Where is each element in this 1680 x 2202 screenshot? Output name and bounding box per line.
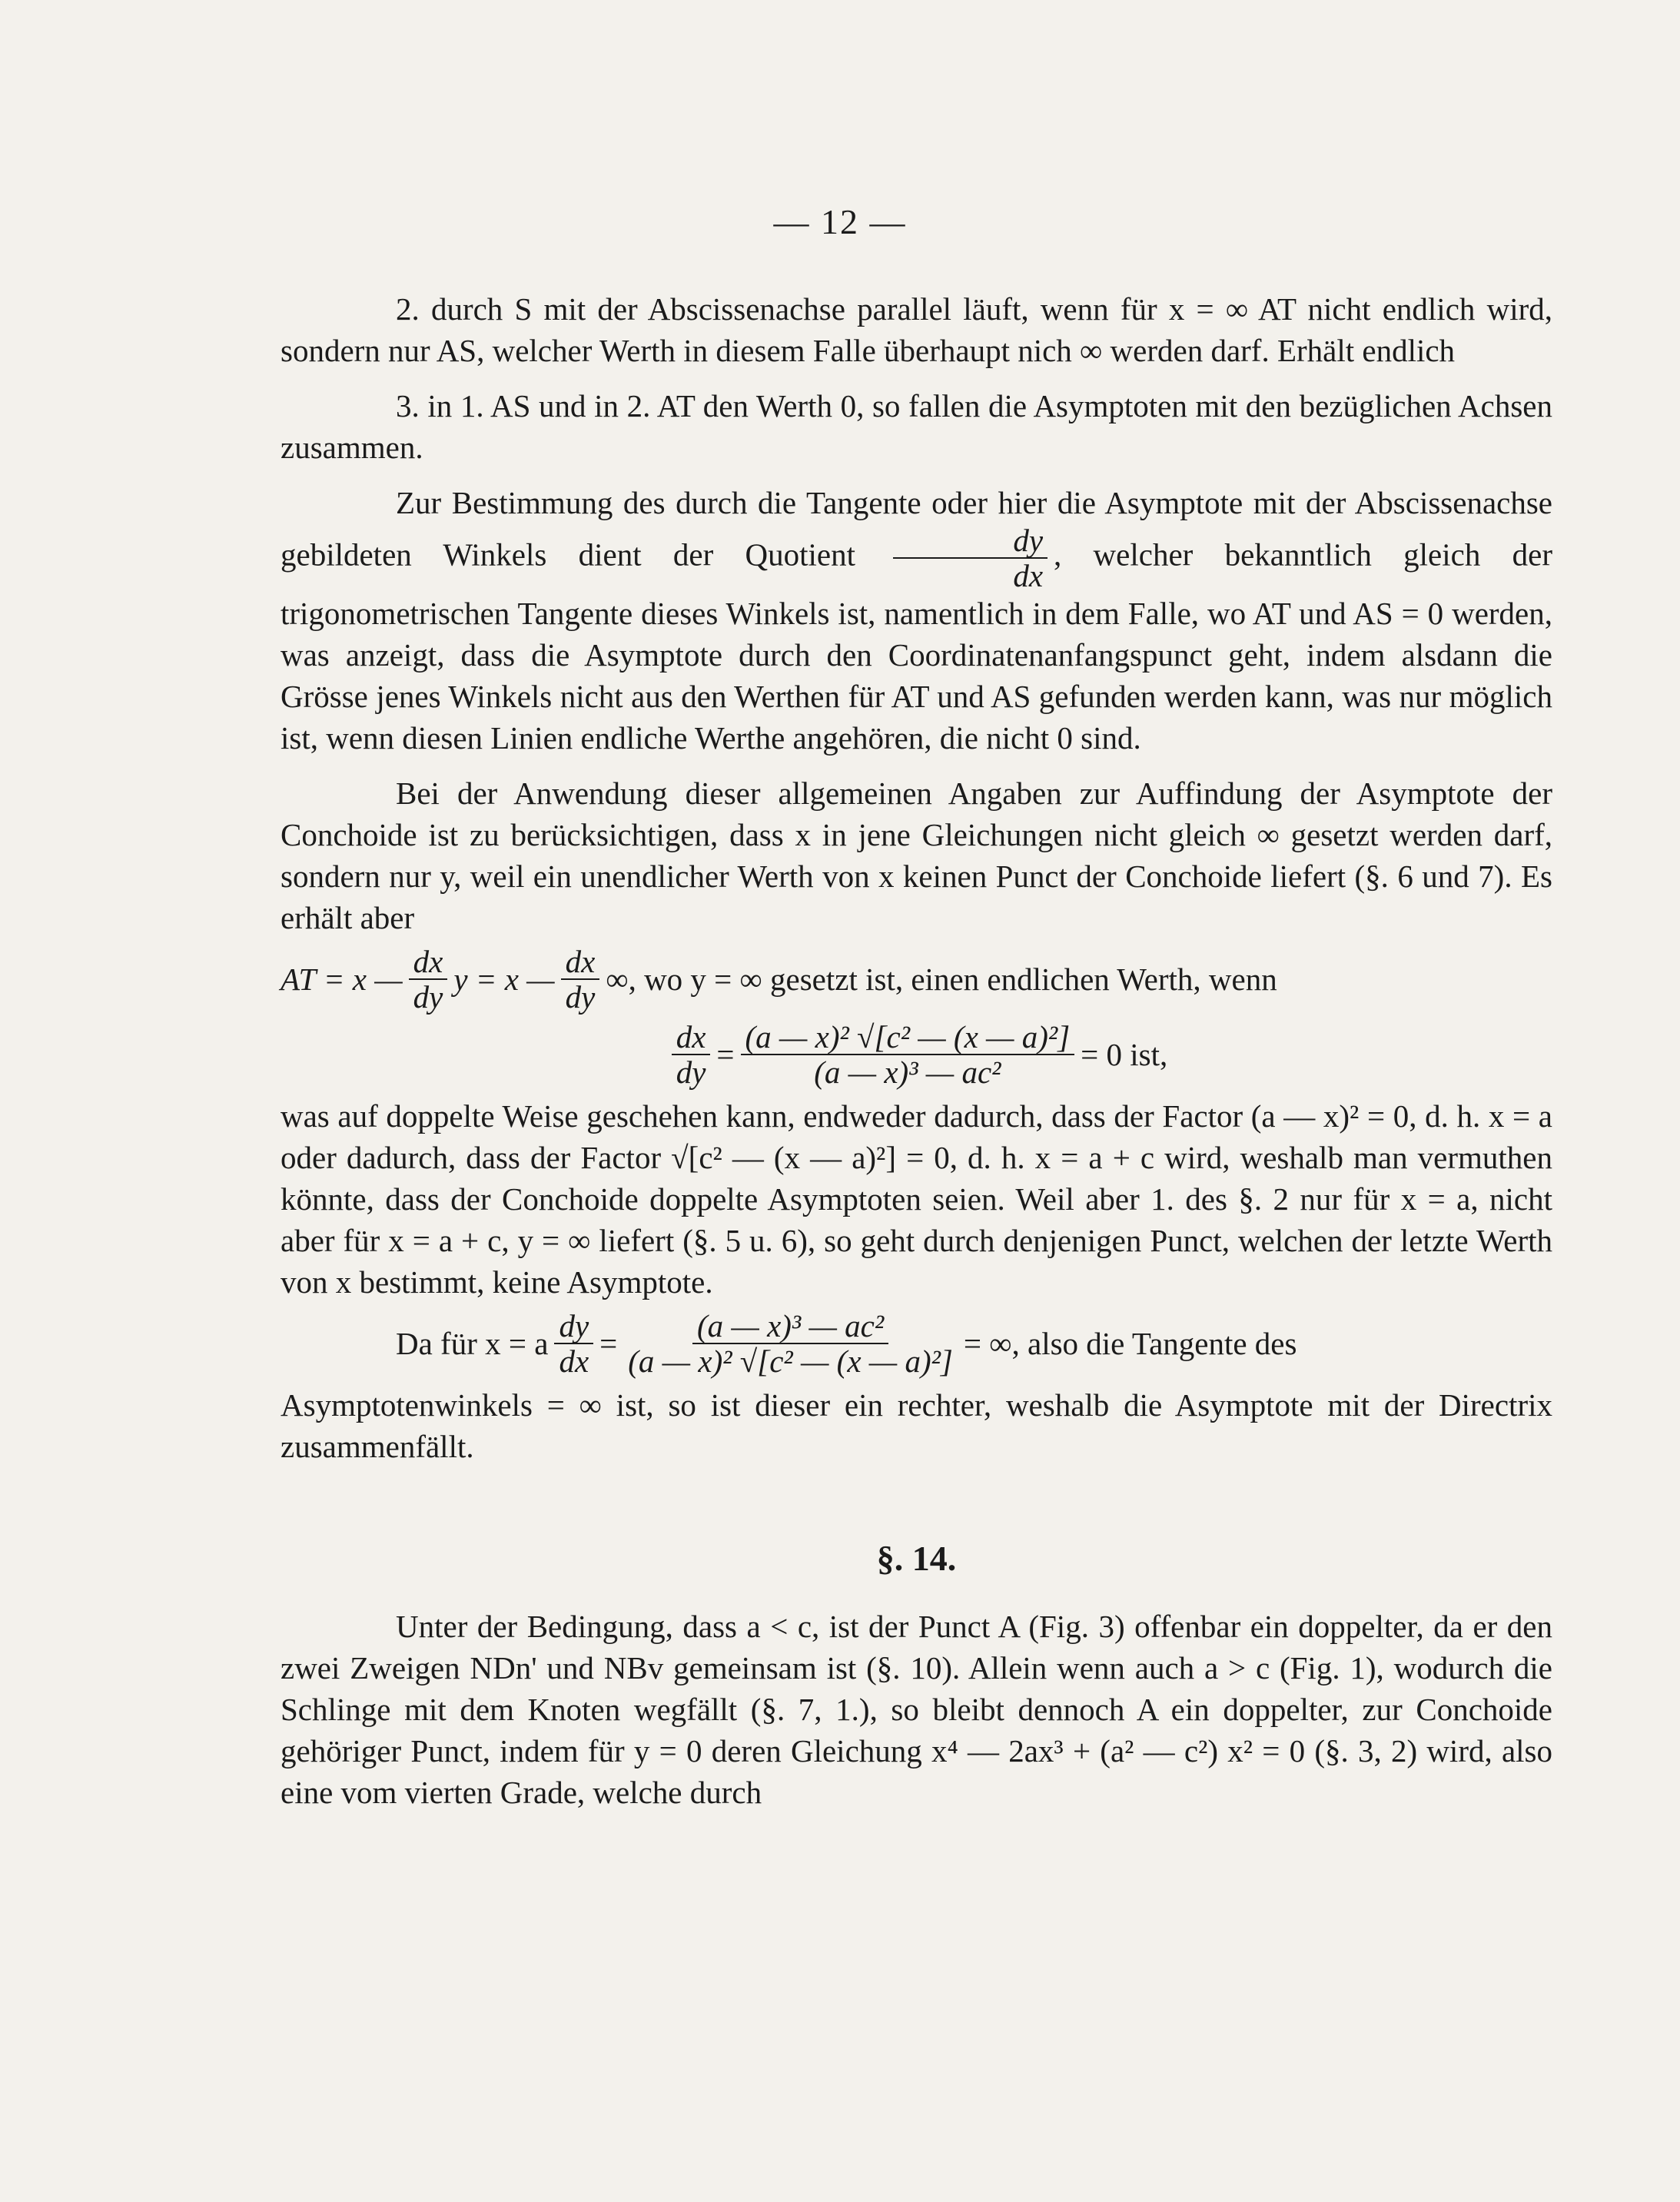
text-segment: Zur Bestimmung des durch die Tangente oder hier die Asymptote mit der Abscissenachse gebildeten Winkels dient der Quotient bbox=[281, 485, 1552, 573]
fraction-numerator: (a — x)² √[c² — (x — a)²] bbox=[741, 1020, 1075, 1055]
fraction-denominator: dy bbox=[565, 979, 596, 1015]
section-heading: §. 14. bbox=[876, 1539, 957, 1578]
equation-text: AT = x — bbox=[281, 962, 403, 997]
fraction-numerator: dx bbox=[672, 1020, 711, 1055]
equals-sign: = bbox=[599, 1326, 618, 1361]
fraction-denominator: dx bbox=[559, 1343, 589, 1379]
equation-tangent bbox=[281, 1309, 1552, 1378]
fraction-expression bbox=[623, 1309, 958, 1378]
fraction-expression bbox=[741, 1020, 1075, 1089]
equals-sign: = bbox=[716, 1037, 735, 1072]
fraction-numerator: dy bbox=[893, 523, 1048, 559]
paragraph-tangent-quotient bbox=[281, 482, 1552, 759]
equation-at bbox=[281, 945, 1552, 1014]
fraction-denominator: dy bbox=[676, 1055, 706, 1090]
paragraph-double-asymptote: was auf doppelte Weise geschehen kann, endweder dadurch, dass der Factor (a — x)² = 0, d. h. x = a oder dadurch, dass der Factor √[c² — (x — a)²] = 0, d. h. x = a + c wird, weshalb man vermuthen könnte, dass der Conchoide doppelte Asymptoten seien. Weil aber 1. des §. 2 nur für x = a, nicht aber für x = a + c, y = ∞ liefert (§. 5 u. 6), so geht durch denjenigen Punct, welchen der letzte Werth von x bestimmt, keine Asymptote. bbox=[281, 1098, 1552, 1300]
fraction-denominator: dx bbox=[1013, 558, 1044, 593]
page-number: — 12 — bbox=[773, 202, 907, 241]
equation-dx-dy bbox=[281, 1020, 1552, 1089]
equation-text: Da für x = a bbox=[396, 1326, 549, 1361]
fraction-numerator: dy bbox=[554, 1309, 593, 1344]
fraction-dx-dy bbox=[561, 945, 600, 1014]
fraction-dy-dx bbox=[893, 523, 1048, 593]
fraction-dx-dy bbox=[409, 945, 448, 1014]
equation-text: y = x — bbox=[453, 962, 555, 997]
fraction-numerator: dx bbox=[409, 945, 448, 980]
equation-text: ∞, wo y = ∞ gesetzt ist, einen endlichen Werth, wenn bbox=[606, 962, 1277, 997]
text-segment: , welcher bekanntlich gleich der trigonometrischen Tangente dieses Winkels ist, namentlich in dem Falle, wo AT und AS = 0 werden, was anzeigt, dass die Asymptote durch den Coordinatenanfangspunct geht, indem alsdann die Grösse jenes Winkels nicht aus den Werthen für AT und AS gefunden werden kann, was nur möglich ist, wenn diesen Linien endliche Werthe angehören, die nicht 0 sind. bbox=[281, 536, 1552, 756]
fraction-denominator: (a — x)³ — ac² bbox=[814, 1055, 1001, 1090]
equation-text: = 0 ist, bbox=[1081, 1037, 1168, 1072]
paragraph-item-2: 2. durch S mit der Abscissenachse parallel läuft, wenn für x = ∞ AT nicht endlich wird, sondern nur AS, welcher Werth in diesem Falle überhaupt nich ∞ werden darf. Erhält endlich bbox=[281, 291, 1552, 368]
fraction-dx-dy bbox=[672, 1020, 711, 1089]
fraction-denominator: (a — x)² √[c² — (x — a)²] bbox=[628, 1343, 953, 1379]
equation-text: = ∞, also die Tangente des bbox=[963, 1326, 1297, 1361]
paragraph-conchoide-asymptote: Bei der Anwendung dieser allgemeinen Angaben zur Auffindung der Asymptote der Conchoide ist zu berücksichtigen, dass x in jene Gleichungen nicht gleich ∞ gesetzt werden darf, sondern nur y, weil ein unendlicher Werth von x keinen Punct der Conchoide liefert (§. 6 und 7). Es erhält aber bbox=[281, 776, 1552, 935]
paragraph-item-3: 3. in 1. AS und in 2. AT den Werth 0, so fallen die Asymptoten mit den bezüglichen Achsen zusammen. bbox=[281, 388, 1552, 465]
paragraph-section-14: Unter der Bedingung, dass a < c, ist der Punct A (Fig. 3) offenbar ein doppelter, da er den zwei Zweigen NDn' und NBv gemeinsam ist (§. 10). Allein wenn auch a > c (Fig. 1), wodurch die Schlinge mit dem Knoten wegfällt (§. 7, 1.), so bleibt dennoch A ein doppelter, zur Conchoide gehöriger Punct, indem für y = 0 deren Gleichung x⁴ — 2ax³ + (a² — c²) x² = 0 (§. 3, 2) wird, also eine vom vierten Grade, welche durch bbox=[281, 1609, 1552, 1810]
fraction-numerator: (a — x)³ — ac² bbox=[692, 1309, 888, 1344]
page-body bbox=[281, 288, 1552, 1813]
paragraph-asymptote-angle: Asymptotenwinkels = ∞ ist, so ist dieser ein rechter, weshalb die Asymptote mit der Directrix zusammenfällt. bbox=[281, 1387, 1552, 1464]
fraction-denominator: dy bbox=[413, 979, 443, 1015]
fraction-dy-dx bbox=[554, 1309, 593, 1378]
fraction-numerator: dx bbox=[561, 945, 600, 980]
